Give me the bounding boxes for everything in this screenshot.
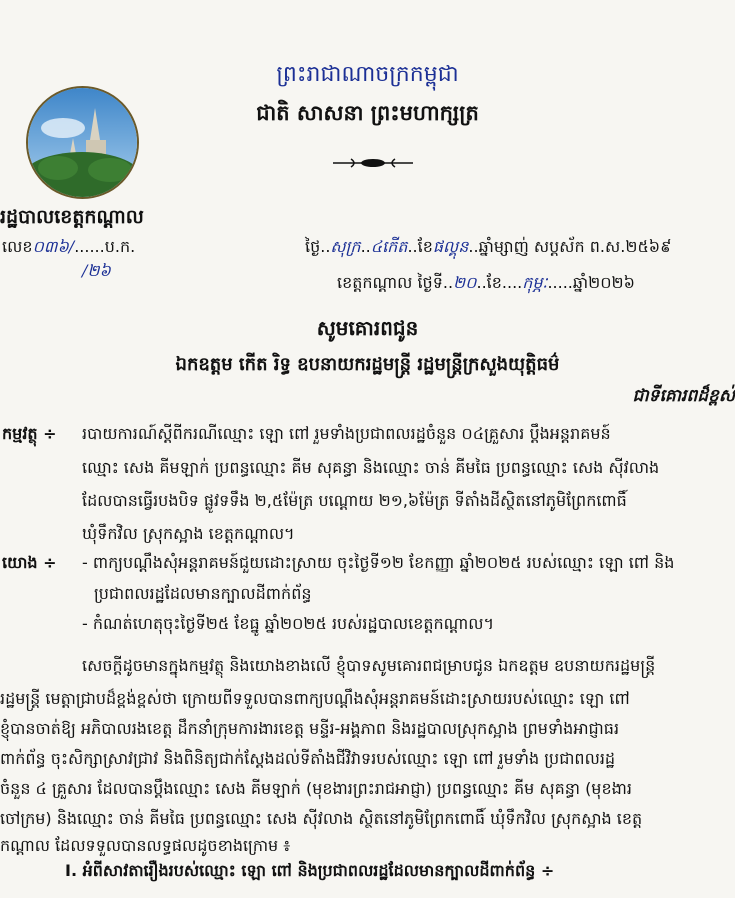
reference-item-2: - កំណត់ហេតុចុះថ្ងៃទី២៥ ខែធ្នូ ឆ្នាំ២០២៥ របស់រដ្ឋបាលខេត្តកណ្ដាល។ xyxy=(82,614,495,633)
ref-prefix: លេខ xyxy=(2,237,33,256)
day-handwritten: ២០ xyxy=(453,273,477,292)
paragraph-line-2: រដ្ឋមន្ត្រី មេត្តាជ្រាបដ៏ខ្ពង់ខ្ពស់ថា ក្រោយពីទទួលបានពាក្យបណ្តឹងសុំអន្តរាគមន៍ដោះស្រាយរបស់ឈ្មោះ ឡោ ពៅ xyxy=(0,689,630,708)
reference-label: យោង ÷ xyxy=(2,553,57,572)
subject-line-2: ឈ្មោះ សេង គីមឡាក់ ប្រពន្ធឈ្មោះ គីម សុគន្ធា និងឈ្មោះ ចាន់ គីមធៃ ប្រពន្ធឈ្មោះ សេង ស៊ីវលាង xyxy=(82,458,660,477)
kingdom-title: ព្រះរាជាណាចក្រកម្ពុជា xyxy=(276,62,459,87)
place-day-label: ខេត្តកណ្ដាល ថ្ងៃទី xyxy=(337,273,443,292)
subject-line-4: ឃុំទឹកវិល ស្រុកស្អាង ខេត្តកណ្ដាល។ xyxy=(82,524,295,543)
ref-handwritten-2: /២៦ xyxy=(82,261,111,280)
gregorian-date-line: ខេត្តកណ្ដាល ថ្ងៃទី..២០..ខែ....កុម្ភៈ.....ឆ្នាំ២០២៦ xyxy=(337,273,635,292)
lunar-year-text: ឆ្នាំម្សាញ់ សប្តស័ក ព.ស.២៥៦៩ xyxy=(478,237,672,256)
lunar-prefix: ថ្ងៃ xyxy=(305,237,321,256)
section-1-heading xyxy=(65,860,554,884)
month-handwritten: កុម្ភៈ xyxy=(522,273,548,292)
addressee: ឯកឧត្ដម កើត រិទ្ធ ឧបនាយករដ្ឋមន្ត្រី រដ្ឋមន្ត្រីក្រសួងយុត្តិធម៌ xyxy=(175,354,560,375)
ref-suffix: ......ប.ក. xyxy=(74,237,136,256)
paragraph-line-1: សេចក្តីដូចមានក្នុងកម្មវត្ថុ និងយោងខាងលើ ខ្ញុំបាទសូមគោរពជម្រាបជូន ឯកឧត្ដម ឧបនាយករដ្ឋមន្ត្រី xyxy=(82,656,656,675)
paragraph-line-3: ខ្ញុំបានចាត់ឱ្យ អភិបាលរងខេត្ត ដឹកនាំក្រុមការងារខេត្ត មន្ទីរ-អង្គភាព និងរដ្ឋបាលស្រុកស្អាង ព្រមទាំងអាជ្ញាធរ xyxy=(0,719,620,738)
month-label: ខែ xyxy=(486,273,502,292)
section-1-numeral: I. xyxy=(65,861,78,880)
lunar-date-line: ថ្ងៃ..សុក្រ..៤កើត..ខែផល្គុន..ឆ្នាំម្សាញ់ សប្តស័ក ព.ស.២៥៦៩ xyxy=(305,237,672,256)
lunar-day-handwritten: សុក្រ xyxy=(330,237,361,256)
ref-handwritten: ០៣៦/ xyxy=(32,237,75,256)
subject-line-1: របាយការណ៍ស្តីពីករណីឈ្មោះ ឡោ ពៅ រួមទាំងប្រជាពលរដ្ឋចំនួន ០៤គ្រួសារ ប្តឹងអន្តរាគមន៍ xyxy=(82,424,611,443)
lunar-phase-handwritten: ៤កើត xyxy=(370,237,408,256)
paragraph-line-5: ចំនួន ៤ គ្រួសារ ដែលបានប្តឹងឈ្មោះ សេង គីមឡាក់ (មុខងារព្រះរាជអាជ្ញា) ប្រពន្ធឈ្មោះ គីម សុគន្ធា (មុខងារ xyxy=(0,779,632,798)
ornament-divider-icon xyxy=(333,155,413,171)
lunar-month-label: ខែ xyxy=(417,237,433,256)
greeting: សូមគោរពជូន xyxy=(316,316,419,340)
reference-item-1: - ពាក្យបណ្តឹងសុំអន្តរាគមន៍ជួយដោះស្រាយ ចុះថ្ងៃទី១២ ខែកញ្ញា ឆ្នាំ២០២៥ របស់ឈ្មោះ ឡោ ពៅ និង xyxy=(82,553,675,572)
national-motto: ជាតិ សាសនា ព្រះមហាក្សត្រ xyxy=(256,100,479,125)
provincial-seal-icon xyxy=(26,86,139,199)
lunar-month-handwritten: ផល្គុន xyxy=(432,237,469,256)
section-1-title: អំពីសាវតារឿងរបស់ឈ្មោះ ឡោ ពៅ និងប្រជាពលរដ្ឋដែលមានក្បាលដីពាក់ព័ន្ធ ÷ xyxy=(82,861,555,880)
subject-label: កម្មវត្ថុ ÷ xyxy=(2,424,57,443)
paragraph-line-7: កណ្ដាល ដែលទទួលបានលទ្ធផលដូចខាងក្រោម ៖ xyxy=(0,836,291,855)
reference-item-1-cont: ប្រជាពលរដ្ឋដែលមានក្បាលដីពាក់ព័ន្ធ xyxy=(94,584,312,603)
paragraph-line-4: ពាក់ព័ន្ធ ចុះសិក្សាស្រាវជ្រាវ និងពិនិត្យជាក់ស្តែងដល់ទីតាំងជីវិវាទរបស់ឈ្មោះ ឡោ ពៅ រួមទាំង ប្រជាពលរដ្ឋ xyxy=(0,749,616,768)
year-text: ឆ្នាំ២០២៦ xyxy=(572,273,635,292)
sender-admin-name: រដ្ឋបាលខេត្តកណ្ដាល xyxy=(0,206,144,228)
subject-line-3: ដែលបានធ្វើរបងបិទ ផ្លូវទទឹង ២,៥ម៉ែត្រ បណ្តោយ ២១,៦ម៉ែត្រ ទីតាំងដីស្ថិតនៅភូមិព្រែកពោធិ៍ xyxy=(82,491,627,510)
destination-honorific: ជាទីគោរពដ៏ខ្ពស់ xyxy=(632,386,735,406)
paragraph-line-6: ចៅក្រម) និងឈ្មោះ ចាន់ គីមធៃ ប្រពន្ធឈ្មោះ សេង ស៊ីវលាង ស្ថិតនៅភូមិព្រែកពោធិ៍ ឃុំទឹកវិល ស្រុកស្អាង ខេត្ត xyxy=(0,809,643,828)
reference-number xyxy=(2,236,135,284)
